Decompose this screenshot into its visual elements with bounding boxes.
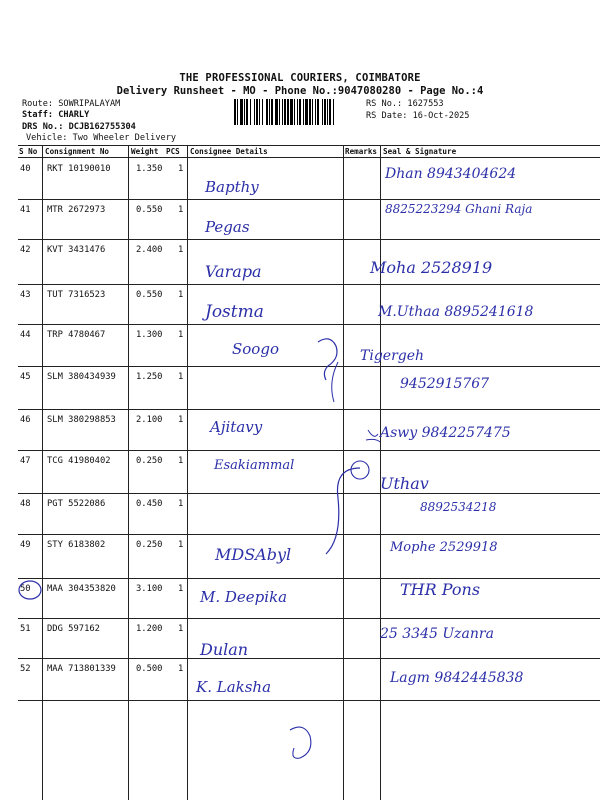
row-pcs: 1 [178, 584, 184, 594]
col-divider [380, 146, 381, 800]
col-divider [343, 146, 344, 800]
row-weight: 1.300 [136, 330, 163, 340]
ampersand-mark [366, 430, 380, 442]
row-consignment-no: PGT 5522086 [47, 499, 106, 509]
row-divider [18, 618, 600, 619]
row-pcs: 1 [178, 499, 184, 509]
row-pcs: 1 [178, 415, 184, 425]
barcode-bar [327, 99, 328, 125]
barcode-bar [240, 99, 243, 125]
barcode-bar [284, 99, 286, 125]
row-divider [18, 534, 600, 535]
row-divider [18, 578, 600, 579]
barcode-bar [315, 99, 316, 125]
row-sno: 49 [20, 540, 31, 550]
row-weight: 1.350 [136, 164, 163, 174]
col-divider [42, 146, 43, 800]
barcode-bar [299, 99, 301, 125]
row-weight: 0.450 [136, 499, 163, 509]
barcode-bar [266, 99, 268, 125]
barcode-bar [275, 99, 278, 125]
row-consignee-handwriting: M. Deepika [200, 588, 288, 606]
row-consignee-handwriting: MDSAbyl [215, 545, 292, 564]
barcode-bar [282, 99, 283, 125]
barcode-bar [244, 99, 245, 125]
barcode-bar [250, 99, 251, 125]
row-pcs: 1 [178, 245, 184, 255]
runsheet-subtitle: Delivery Runsheet - MO - Phone No.:9047080280 - Page No.:4 [116, 85, 484, 97]
row-sno: 50 [20, 584, 31, 594]
row-signature-handwriting: 8892534218 [420, 500, 497, 514]
barcode-bar [269, 99, 270, 125]
barcode-bar [237, 99, 238, 125]
row-divider [18, 199, 600, 200]
row-sno: 52 [20, 664, 31, 674]
barcode-bar [322, 99, 323, 125]
row-consignee-handwriting: Pegas [205, 218, 250, 236]
bracket-mark [318, 339, 337, 380]
barcode-bar [290, 99, 293, 125]
row-signature-handwriting: M.Uthaa 8895241618 [378, 304, 534, 320]
row-consignee-handwriting: Varapa [205, 262, 262, 281]
row-weight: 2.100 [136, 415, 163, 425]
header-top-rule [18, 145, 600, 146]
barcode-bar [259, 99, 260, 125]
drs-label: DRS No.: [22, 122, 64, 132]
barcode-bar [297, 99, 298, 125]
row-signature-handwriting: Dhan 8943404624 [385, 166, 517, 182]
barcode-bar [234, 99, 236, 125]
barcode-bar [309, 99, 311, 125]
row-weight: 0.500 [136, 664, 163, 674]
row-consignee-handwriting: Dulan [200, 640, 249, 659]
row-weight: 1.250 [136, 372, 163, 382]
row-consignee-handwriting: Ajitavy [210, 418, 263, 436]
col-weight: Weight [131, 147, 159, 156]
row-weight: 1.200 [136, 624, 163, 634]
staff-label: Staff: [22, 110, 54, 120]
row-consignment-no: DDG 597162 [47, 624, 100, 634]
row-pcs: 1 [178, 164, 184, 174]
row-signature-handwriting: Moha 2528919 [370, 258, 493, 277]
col-consignment: Consignment No [45, 147, 110, 156]
row-divider [18, 324, 600, 325]
barcode-bar [333, 99, 334, 125]
row-sno: 46 [20, 415, 31, 425]
row-sno: 40 [20, 164, 31, 174]
row-consignee-handwriting: Soogo [232, 340, 279, 358]
loop-mark [290, 727, 311, 758]
row-signature-handwriting: 9452915767 [400, 376, 490, 392]
row-weight: 0.250 [136, 540, 163, 550]
row-divider [18, 366, 600, 367]
row-consignment-no: MAA 304353820 [47, 584, 116, 594]
row-consignment-no: SLM 380298853 [47, 415, 116, 425]
row-consignment-no: MAA 713801339 [47, 664, 116, 674]
row-consignee-handwriting: Jostma [205, 302, 264, 322]
row-sno: 47 [20, 456, 31, 466]
rs-number: RS No.: 1627553 [366, 99, 444, 109]
row-pcs: 1 [178, 624, 184, 634]
row-pcs: 1 [178, 372, 184, 382]
row-consignment-no: RKT 10190010 [47, 164, 111, 174]
row-signature-handwriting: Aswy 9842257475 [380, 425, 511, 441]
row-pcs: 1 [178, 330, 184, 340]
row-divider [18, 284, 600, 285]
row-pcs: 1 [178, 664, 184, 674]
col-seal: Seal & Signature [383, 147, 457, 156]
row-sno: 41 [20, 205, 31, 215]
barcode-bar [271, 99, 273, 125]
row-consignee-handwriting: K. Laksha [196, 678, 272, 696]
row-signature-handwriting: THR Pons [400, 580, 481, 599]
barcode-bar [303, 99, 304, 125]
company-title: THE PROFESSIONAL COURIERS, COIMBATORE [179, 72, 421, 84]
row-pcs: 1 [178, 456, 184, 466]
bracket-mark [332, 362, 338, 402]
row-consignment-no: MTR 2672973 [47, 205, 106, 215]
row-signature-handwriting: Tigergeh [360, 348, 425, 364]
circled-mark [351, 461, 369, 479]
staff-line [22, 110, 89, 120]
row-divider [18, 493, 600, 494]
row-consignee-handwriting: Bapthy [205, 178, 259, 196]
row-pcs: 1 [178, 205, 184, 215]
row-weight: 0.250 [136, 456, 163, 466]
row-sno: 43 [20, 290, 31, 300]
route-label: Route: SOWRIPALAYAM [22, 99, 121, 109]
row-sno: 44 [20, 330, 31, 340]
row-sno: 51 [20, 624, 31, 634]
barcode-bar [262, 99, 263, 125]
barcode-bar [246, 99, 248, 125]
barcode-bar [294, 99, 295, 125]
col-divider [187, 146, 188, 800]
rs-date: RS Date: 16-Oct-2025 [366, 111, 470, 121]
barcode-bar [329, 99, 331, 125]
col-sno: S No [19, 147, 38, 156]
row-weight: 0.550 [136, 290, 163, 300]
row-consignment-no: TCG 41980402 [47, 456, 111, 466]
row-divider [18, 409, 600, 410]
barcode-bar [305, 99, 308, 125]
header-bottom-rule [18, 157, 600, 158]
drs-line [22, 122, 136, 132]
barcode-bar [317, 99, 319, 125]
row-signature-handwriting: Lagm 9842445838 [390, 670, 524, 686]
staff-name: CHARLY [58, 110, 90, 120]
col-pcs: PCS [166, 147, 180, 156]
row-signature-handwriting: Mophe 2529918 [390, 540, 498, 555]
row-sno: 48 [20, 499, 31, 509]
barcode-bar [256, 99, 258, 125]
row-signature-handwriting: 8825223294 Ghani Raja [385, 202, 533, 216]
row-consignment-no: TUT 7316523 [47, 290, 106, 300]
row-signature-handwriting: 25 3345 Uzanra [380, 626, 494, 642]
row-weight: 0.550 [136, 205, 163, 215]
barcode-bar [312, 99, 313, 125]
row-pcs: 1 [178, 540, 184, 550]
row-consignment-no: TRP 4780467 [47, 330, 106, 340]
row-consignment-no: STY 6183802 [47, 540, 106, 550]
barcode-bar [287, 99, 289, 125]
row-weight: 2.400 [136, 245, 163, 255]
row-weight: 3.100 [136, 584, 163, 594]
row-signature-handwriting: Uthav [380, 474, 429, 493]
barcode [234, 99, 361, 125]
barcode-bar [324, 99, 326, 125]
vehicle-label: Vehicle: Two Wheeler Delivery [26, 133, 177, 143]
row-pcs: 1 [178, 290, 184, 300]
row-divider [18, 658, 600, 659]
drs-number: DCJB162755304 [68, 122, 136, 132]
row-consignment-no: SLM 380434939 [47, 372, 116, 382]
barcode-bar [279, 99, 280, 125]
row-sno: 42 [20, 245, 31, 255]
row-consignee-handwriting: Esakiammal [214, 458, 295, 473]
row-divider [18, 450, 600, 451]
row-consignment-no: KVT 3431476 [47, 245, 106, 255]
col-consignee: Consignee Details [190, 147, 268, 156]
row-divider [18, 700, 600, 701]
row-sno: 45 [20, 372, 31, 382]
barcode-bar [254, 99, 255, 125]
row-divider [18, 239, 600, 240]
col-divider [128, 146, 129, 800]
col-remarks: Remarks [345, 147, 378, 156]
